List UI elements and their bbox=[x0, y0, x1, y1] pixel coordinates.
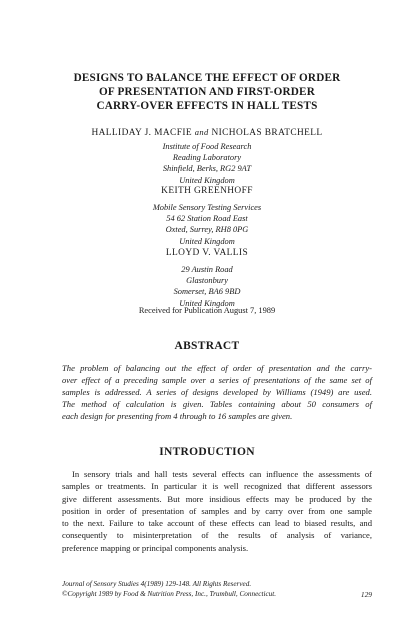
author-line-secondary bbox=[30, 186, 384, 196]
copyright-notice: ©Copyright 1989 by Food & Nutrition Press, Inc., Trumbull, Connecticut. bbox=[62, 589, 277, 598]
abstract-body bbox=[62, 362, 372, 422]
introduction-line: to the next. Failure to take account of these effects can lead to biased results, and bbox=[62, 518, 372, 529]
affiliation-line: United Kingdom bbox=[179, 298, 235, 308]
introduction-line: samples or treatments. In particular it is well recognized that different assessors bbox=[62, 481, 372, 492]
title-line: OF PRESENTATION AND FIRST-ORDER bbox=[99, 86, 315, 98]
affiliation-block bbox=[60, 141, 354, 186]
affiliation-line: Somerset, BA6 9BD bbox=[173, 287, 241, 297]
affiliation-line: Shinfield, Berks, RG2 9AT bbox=[162, 164, 252, 174]
abstract-line: over effect of a preceding sample over a series of presentations of the same set of bbox=[62, 375, 372, 386]
received-date: Received for Publication August 7, 1989 bbox=[138, 306, 276, 315]
affiliation-block bbox=[60, 264, 354, 309]
title-line: DESIGNS TO BALANCE THE EFFECT OF ORDER bbox=[73, 72, 341, 84]
introduction-heading: INTRODUCTION bbox=[159, 446, 255, 458]
introduction-line: In sensory trials and hall tests several effects can influence the assessments of bbox=[72, 469, 372, 479]
author-name: KEITH GREENHOFF bbox=[161, 186, 253, 196]
affiliation-block bbox=[60, 202, 354, 247]
introduction-line: consequently to misinterpretation of the results of analysis of variance, bbox=[62, 530, 372, 541]
page-number: 129 bbox=[360, 590, 372, 599]
affiliation-line: United Kingdom bbox=[179, 175, 235, 185]
affiliation-line: 29 Austin Road bbox=[181, 265, 233, 274]
affiliation-line: Institute of Food Research bbox=[162, 142, 252, 151]
affiliation-line: Oxted, Surrey, RH8 0PG bbox=[165, 225, 249, 235]
abstract-line: The method of calculation is given. Tables containing about 50 consumers of bbox=[62, 399, 372, 410]
author-line-tertiary bbox=[30, 248, 384, 258]
abstract-line: The problem of balancing out the effect of order of presentation and the carry- bbox=[62, 363, 372, 373]
affiliation-line: 54 62 Station Road East bbox=[166, 214, 248, 224]
author-line-primary bbox=[30, 127, 384, 138]
author-name: LLOYD V. VALLIS bbox=[165, 248, 249, 258]
journal-footer bbox=[62, 580, 372, 599]
affiliation-line: Glastonbury bbox=[186, 276, 228, 286]
introduction-line: position in order of presentation of samples and by carry over from one sample bbox=[62, 505, 372, 516]
journal-citation: Journal of Sensory Studies 4(1989) 129-148. All Rights Reserved. bbox=[62, 580, 252, 588]
author-name: HALLIDAY J. MACFIE bbox=[91, 128, 192, 138]
author-conjunction: and bbox=[194, 127, 209, 137]
paper-title bbox=[40, 71, 374, 113]
author-name: NICHOLAS BRATCHELL bbox=[211, 128, 323, 138]
abstract-line: samples is addressed. A series of designs developed by Williams (1949) are used. bbox=[62, 387, 372, 398]
introduction-body bbox=[62, 468, 372, 554]
introduction-line: preference mapping or principal components analysis. bbox=[62, 542, 249, 553]
affiliation-line: Reading Laboratory bbox=[172, 153, 242, 163]
abstract-heading: ABSTRACT bbox=[174, 340, 240, 352]
abstract-line: each design for presenting from 4 through to 16 samples are given. bbox=[62, 411, 293, 422]
title-line: CARRY-OVER EFFECTS IN HALL TESTS bbox=[96, 100, 318, 112]
introduction-line: give different assessments. But more insidious effects may be produced by the bbox=[62, 493, 372, 504]
affiliation-line: Mobile Sensory Testing Services bbox=[152, 203, 262, 212]
affiliation-line: United Kingdom bbox=[179, 236, 235, 246]
